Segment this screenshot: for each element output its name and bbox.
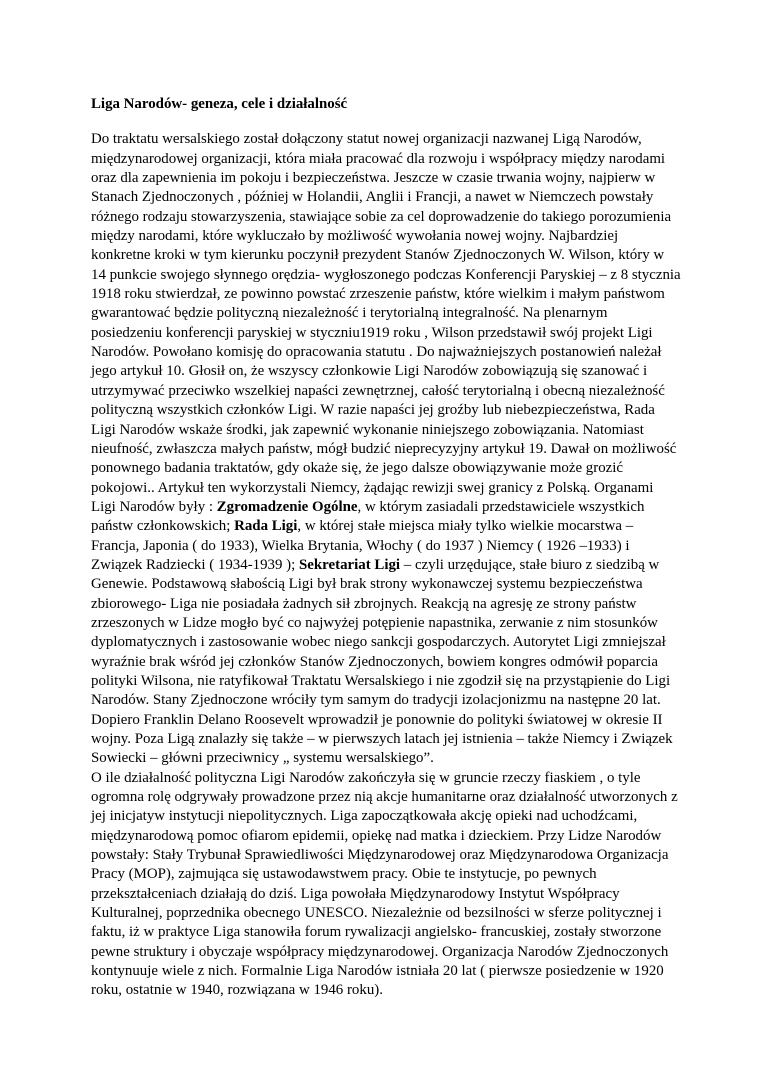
- bold-term-general-assembly: Zgromadzenie Ogólne: [216, 498, 358, 515]
- document-body: [91, 95, 681, 1001]
- paragraph-text: , w której stałe miejsca miały tylko wielkie mocarstwa – Francja, Japonia ( do 1933), Wielka Brytania, Włochy ( do 1937 ) Niemcy ( 1926 –1933) i Związek Radziecki ( 1934-1939 );: [91, 518, 634, 573]
- paragraph-origins-and-organs: [91, 130, 681, 768]
- paragraph-text: , w którym zasiadali przedstawiciele wszystkich państw członkowskich;: [91, 498, 645, 535]
- paragraph-humanitarian-activity: O ile działalność polityczna Ligi Narodów zakończyła się w gruncie rzeczy fiaskiem , o tyle ogromna rolę odgrywały prowadzone przez nią akcje humanitarne oraz działalność utworzonych z jej inicjatyw instytucji niepolitycznych. Liga zapoczątkowała akcję opieki nad uchodźcami, międzynarodową pomoc ofiarom epidemii, opiekę nad matka i dzieckiem. Przy Lidze Narodów powstały: Stały Trybunał Sprawiedliwości Międzynarodowej oraz Międzynarodowa Organizacja Pracy (MOP), zajmująca się ustawodawstwem pracy. Obie te instytucje, po pewnych przekształceniach działają do dziś. Liga powołała Międzynarodowy Instytut Współpracy Kulturalnej, poprzednika obecnego UNESCO. Niezależnie od bezsilności w sferze politycznej i faktu, iż w praktyce Liga stanowiła forum rywalizacji angielsko- francuskiej, zostały stworzone pewne struktury i obyczaje współpracy międzynarodowej. Organizacja Narodów Zjednoczonych kontynuuje wiele z nich. Formalnie Liga Narodów istniała 20 lat ( pierwsze posiedzenie w 1920 roku, ostatnie w 1940, rozwiązana w 1946 roku).: [91, 769, 678, 999]
- paragraph-text: Do traktatu wersalskiego został dołączony statut nowej organizacji nazwanej Ligą Narodów, międzynarodowej organizacji, która miała pracować dla rozwoju i współpracy między narodami oraz dla zapewnienia im pokoju i bezpieczeństwa. Jeszcze w czasie trwania wojny, najpierw w Stanach Zjednoczonych , później w Holandii, Anglii i Francji, a nawet w Niemczech powstały różnego rodzaju stowarzyszenia, stawiające sobie za cel doprowadzenie do takiego porozumienia między narodami, które wykluczało by możliwość wywołania nowej wojny. Najbardziej konkretne kroki w tym kierunku poczynił prezydent Stanów Zjednoczonych W. Wilson, który w 14 punkcie swojego słynnego orędzia- wygłoszonego podczas Konferencji Paryskiej – z 8 stycznia 1918 roku stwierdzał, ze powinno powstać zrzeszenie państw, które wielkim i małym państwom gwarantować będzie polityczną niezależność i terytorialną integralność. Na plenarnym posiedzeniu konferencji paryskiej w styczniu1919 roku , Wilson przedstawił swój projekt Ligi Narodów. Powołano komisję do opracowania statutu . Do najważniejszych postanowień należał jego artykuł 10. Głosił on, że wszyscy członkowie Ligi Narodów zobowiązują się szanować i utrzymywać przeciwko wszelkiej napaści zewnętrznej, całość terytorialną i obecną niezależność polityczną wszystkich członków Ligi. W razie napaści jej groźby lub niebezpieczeństwa, Rada Ligi Narodów wskaże środki, jak zapewnić wykonanie niniejszego zobowiązania. Natomiast nieufność, zwłaszcza małych państw, mógł budzić nieprecyzyjny artykuł 19. Dawał on możliwość ponownego badania traktatów, gdy okaże się, że jego dalsze obowiązywanie może grozić pokojowi.. Artykuł ten wykorzystali Niemcy, żądając rewizji swej granicy z Polską. Organami Ligi Narodów były :: [91, 131, 681, 515]
- document-title: Liga Narodów- geneza, cele i działalność: [91, 96, 348, 112]
- bold-term-council: Rada Ligi: [234, 518, 298, 535]
- paragraph-text: – czyli urzędujące, stałe biuro z siedzibą w Genewie. Podstawową słabością Ligi był brak strony wykonawczej systemu bezpieczeństwa zbiorowego- Liga nie posiadała żadnych sił zbrojnych. Reakcją na agresję ze strony państw zrzeszonych w Lidze mogło być co najwyżej potępienie napastnika, zerwanie z nim stosunków dyplomatycznych i zastosowanie wobec niego sankcji gospodarczych. Autorytet Ligi zmniejszał wyraźnie brak wśród jej członków Stanów Zjednoczonych, bowiem kongres odmówił poparcia polityki Wilsona, nie ratyfikował Traktatu Wersalskiego i nie zgodził się na przystąpienie do Ligi Narodów. Stany Zjednoczone wróciły tym samym do tradycji izolacjonizmu na następne 20 lat. Dopiero Franklin Delano Roosevelt wprowadził je ponownie do polityki światowej w okresie II wojny. Poza Ligą znalazły się także – w pierwszych latach jej istnienia – także Niemcy i Związek Sowiecki – główni przeciwnicy „ systemu wersalskiego”.: [91, 556, 673, 767]
- bold-term-secretariat: Sekretariat Ligi: [298, 556, 401, 573]
